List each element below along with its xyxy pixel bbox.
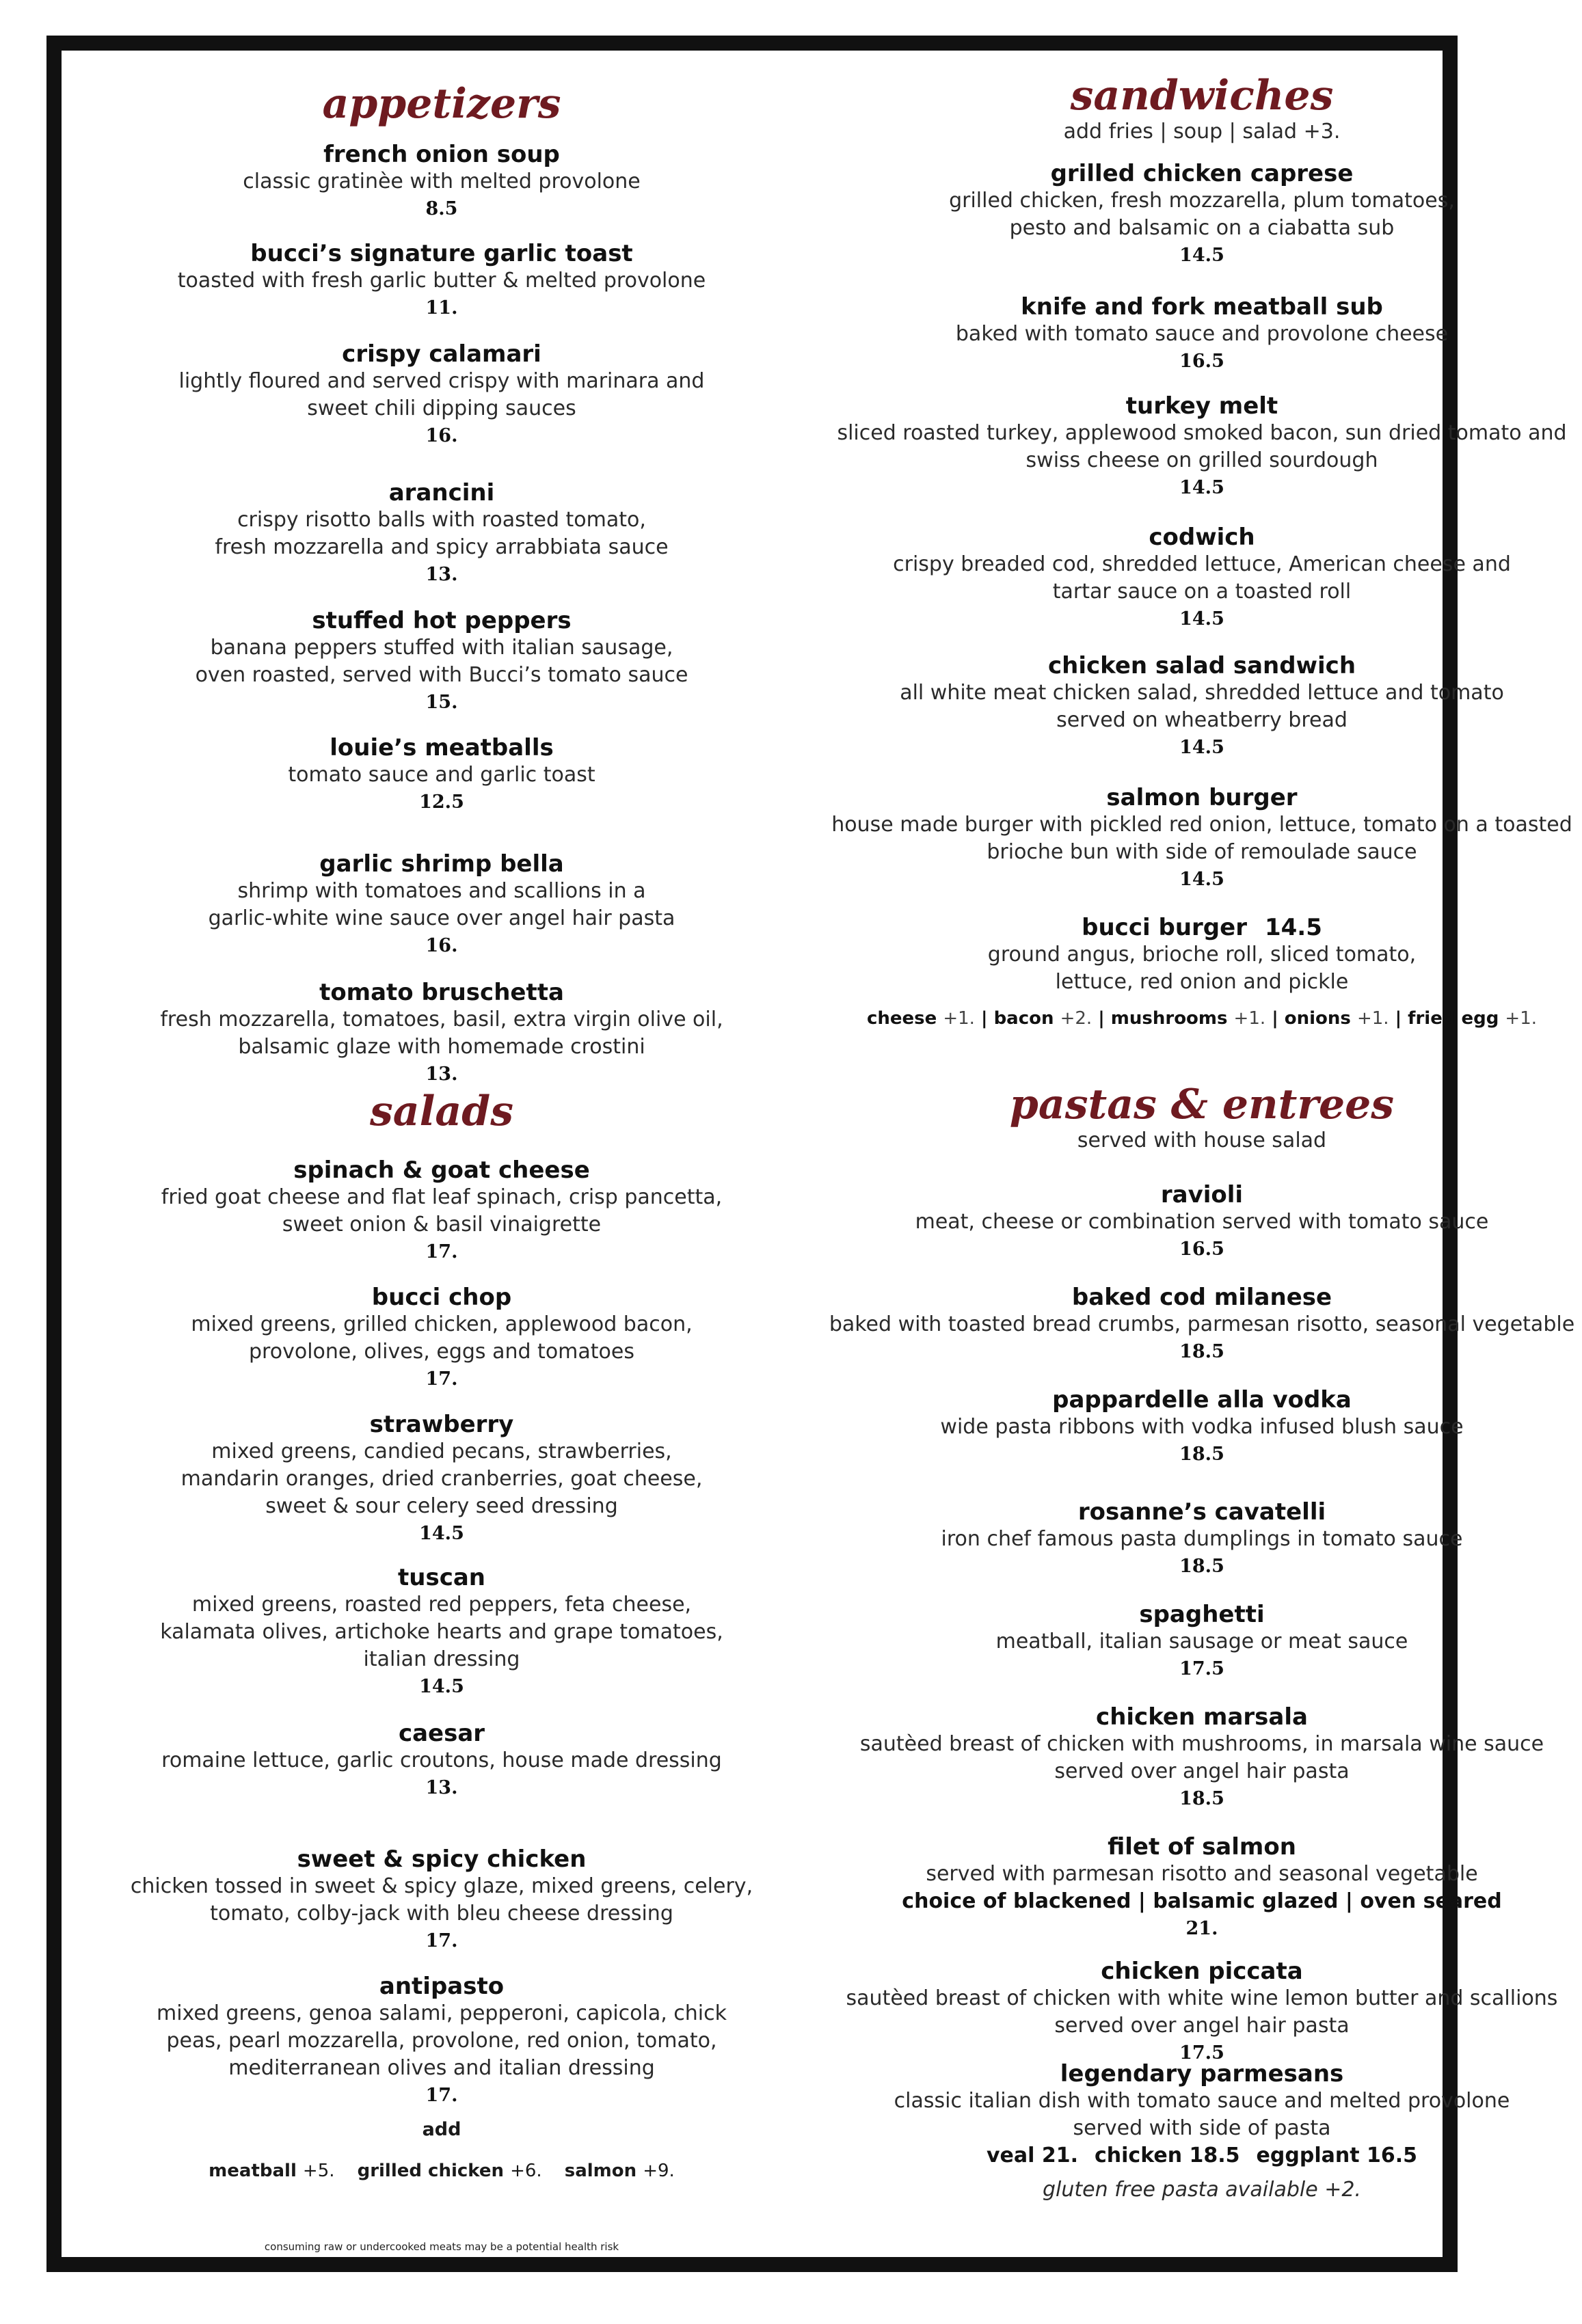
item-name: spinach & goat cheese (293, 1157, 590, 1184)
parmesan-name: veal (986, 2144, 1035, 2167)
menu-item (62, 979, 822, 1088)
item-description: shrimp with tomatoes and scallions in a (237, 879, 646, 903)
addon-price: +5. (302, 2161, 335, 2181)
item-description: italian dressing (363, 1647, 520, 1671)
item-name: strawberry (369, 1411, 514, 1438)
item-name: knife and fork meatball sub (1021, 293, 1383, 321)
option-price: +1. (1505, 1008, 1538, 1029)
item-price: 8.5 (425, 198, 458, 219)
option-name: onions (1284, 1008, 1351, 1029)
item-description: sweet onion & basil vinaigrette (282, 1213, 602, 1237)
addon-price: +6. (510, 2161, 542, 2181)
item-price: 15. (425, 692, 458, 713)
item-price: 17. (425, 1368, 458, 1390)
addon-price: +9. (643, 2161, 675, 2181)
item-price: 18.5 (1179, 1444, 1224, 1465)
item-price: 17. (425, 1930, 458, 1951)
item-name: antipasto (379, 1973, 505, 2000)
item-description: wide pasta ribbons with vodka infused blush sauce (940, 1415, 1464, 1439)
item-price: 17. (425, 1241, 458, 1262)
item-price: 13. (425, 1777, 458, 1798)
parmesan-price: 18.5 (1189, 2144, 1240, 2167)
item-description: tartar sauce on a toasted roll (1052, 580, 1352, 604)
item-name: rosanne’s cavatelli (1077, 1498, 1326, 1526)
item-price: 18.5 (1179, 1556, 1224, 1577)
item-description: meatball, italian sausage or meat sauce (995, 1630, 1408, 1653)
item-description: served on wheatberry bread (1056, 708, 1348, 732)
item-description: mixed greens, grilled chicken, applewood bacon, (191, 1312, 693, 1336)
item-description: brioche bun with side of remoulade sauce (987, 840, 1417, 864)
item-description: meat, cheese or combination served with tomato sauce (915, 1210, 1489, 1234)
item-description: lettuce, red onion and pickle (1055, 970, 1349, 994)
item-name: louie’s meatballs (330, 734, 554, 761)
menu-item (822, 1601, 1582, 1683)
item-name: legendary parmesans (1060, 2060, 1344, 2087)
item-description: banana peppers stuffed with italian sausage, (210, 636, 673, 660)
item-price: 16.5 (1179, 351, 1224, 372)
item-description: romaine lettuce, garlic croutons, house made dressing (161, 1748, 722, 1772)
item-name: spaghetti (1139, 1601, 1265, 1628)
item-description: classic gratinèe with melted provolone (243, 170, 641, 193)
item-price: 16. (425, 935, 458, 956)
item-description: tomato, colby-jack with bleu cheese dressing (210, 1902, 673, 1926)
menu-item (62, 1846, 822, 1955)
item-price: 11. (425, 297, 458, 319)
item-description: mixed greens, candied pecans, strawberries, (211, 1440, 672, 1463)
health-footnote: consuming raw or undercooked meats may be a potential health risk (264, 2241, 619, 2253)
item-description: sautèed breast of chicken with white wine lemon butter and scallions (846, 1986, 1558, 2010)
parmesan-price: 16.5 (1367, 2144, 1418, 2167)
item-price: 18.5 (1179, 1341, 1224, 1362)
menu-item (822, 1703, 1582, 1813)
menu-item (62, 1720, 822, 1802)
item-price: 17.5 (1179, 2042, 1224, 2064)
item-price: 14.5 (1179, 608, 1224, 630)
item-description: mandarin oranges, dried cranberries, goat cheese, (180, 1467, 703, 1491)
item-name: chicken marsala (1096, 1703, 1308, 1731)
item-description: lightly floured and served crispy with marinara and (178, 369, 705, 393)
item-description: crispy breaded cod, shredded lettuce, American cheese and (893, 552, 1511, 576)
item-description: mixed greens, genoa salami, pepperoni, capicola, chick (156, 2001, 727, 2025)
item-description: crispy risotto balls with roasted tomato, (237, 508, 646, 532)
item-name: baked cod milanese (1071, 1284, 1332, 1311)
item-name: chicken piccata (1101, 1958, 1303, 1985)
menu-item (822, 1958, 1582, 2067)
option-price: +2. (1060, 1008, 1092, 1029)
menu-item (62, 1157, 822, 1266)
item-name: tomato bruschetta (319, 979, 564, 1006)
item-description: toasted with fresh garlic butter & melted provolone (177, 269, 706, 293)
pastas-title: pastas & entrees (1009, 1081, 1395, 1129)
item-description: peas, pearl mozzarella, provolone, red onion, tomato, (166, 2029, 717, 2053)
menu-item (62, 850, 822, 960)
item-name: pappardelle alla vodka (1052, 1386, 1352, 1414)
item-description: mixed greens, roasted red peppers, feta cheese, (191, 1593, 692, 1617)
item-name: salmon burger (1106, 784, 1298, 811)
parmesan-options (822, 2142, 1582, 2170)
menu-item (822, 1833, 1582, 1943)
item-price: 14.5 (1179, 737, 1224, 758)
menu-item (822, 1498, 1582, 1580)
option-name: cheese (866, 1008, 937, 1029)
menu-item (62, 340, 822, 450)
menu-item (62, 1411, 822, 1548)
addons-line (62, 2157, 822, 2185)
item-description: sautèed breast of chicken with mushrooms, in marsala wine sauce (859, 1732, 1544, 1756)
menu-item (822, 160, 1582, 269)
item-name: codwich (1149, 524, 1255, 551)
menu-item (62, 1564, 822, 1701)
item-description: swiss cheese on grilled sourdough (1025, 448, 1378, 472)
item-description: sliced roasted turkey, applewood smoked bacon, sun dried tomato and (837, 421, 1567, 445)
item-name: grilled chicken caprese (1050, 160, 1354, 187)
menu-item (822, 2060, 1582, 2142)
menu-item (822, 784, 1582, 893)
item-price: 16.5 (1179, 1239, 1224, 1260)
item-description: garlic-white wine sauce over angel hair pasta (208, 906, 675, 930)
item-name: tuscan (398, 1564, 485, 1591)
item-price: 12.5 (419, 792, 464, 813)
menu-item (822, 392, 1582, 502)
item-description: baked with tomato sauce and provolone cheese (955, 322, 1449, 346)
item-name: stuffed hot peppers (312, 607, 572, 634)
addons-title: add (422, 2119, 461, 2140)
gluten-free-note: gluten free pasta available +2. (1043, 2178, 1361, 2202)
menu-item (62, 479, 822, 589)
menu-item (822, 524, 1582, 633)
item-description: all white meat chicken salad, shredded lettuce and tomato (900, 681, 1504, 705)
item-description: kalamata olives, artichoke hearts and grape tomatoes, (160, 1620, 723, 1644)
option-price: +1. (943, 1008, 975, 1029)
item-name: turkey melt (1125, 392, 1278, 420)
menu-item (62, 1284, 822, 1393)
menu-item (62, 734, 822, 816)
option-name: fried egg (1408, 1008, 1499, 1029)
item-price: 14.5 (419, 1523, 464, 1544)
item-name: sweet & spicy chicken (297, 1846, 587, 1873)
option-price: +1. (1233, 1008, 1266, 1029)
item-name: garlic shrimp bella (319, 850, 564, 878)
menu-frame (46, 36, 1575, 2272)
item-description: iron chef famous pasta dumplings in tomato sauce (941, 1527, 1463, 1551)
item-description: house made burger with pickled red onion, lettuce, tomato on a toasted (831, 813, 1572, 837)
addon-name: grilled chicken (357, 2161, 505, 2181)
item-price: 13. (425, 1064, 458, 1085)
item-price: 14.5 (1264, 914, 1322, 941)
item-description: balsamic glaze with homemade crostini (238, 1035, 645, 1059)
item-description: mediterranean olives and italian dressing (228, 2056, 655, 2080)
item-name: chicken salad sandwich (1047, 652, 1356, 679)
menu-item (822, 1181, 1582, 1263)
item-description: served over angel hair pasta (1054, 2014, 1350, 2038)
item-name: bucci’s signature garlic toast (250, 240, 633, 267)
item-description: pesto and balsamic on a ciabatta sub (1009, 216, 1395, 240)
item-price: 18.5 (1179, 1788, 1224, 1809)
item-price: 14.5 (1179, 245, 1224, 266)
item-price: 13. (425, 564, 458, 585)
option-name: mushrooms (1110, 1008, 1228, 1029)
item-name: ravioli (1160, 1181, 1244, 1208)
menu-item (62, 1973, 822, 2109)
item-description: fresh mozzarella and spicy arrabbiata sauce (215, 535, 669, 559)
item-price: 17. (425, 2085, 458, 2106)
item-price: 21. (1185, 1918, 1218, 1939)
menu-item (62, 141, 822, 223)
menu-item (62, 607, 822, 716)
item-name: bucci burger 14.5 (1082, 914, 1322, 941)
item-name: crispy calamari (342, 340, 541, 368)
option-price: +1. (1356, 1008, 1389, 1029)
parmesan-name: eggplant (1256, 2144, 1360, 2167)
parmesan-name: chicken (1095, 2144, 1183, 2167)
item-description: classic italian dish with tomato sauce and melted provolone (894, 2089, 1510, 2113)
item-name: caesar (398, 1720, 485, 1747)
item-name: filet of salmon (1108, 1833, 1296, 1861)
salads-title: salads (369, 1087, 514, 1135)
menu-item (822, 293, 1582, 375)
item-description: chicken tossed in sweet & spicy glaze, mixed greens, celery, (130, 1874, 753, 1898)
item-description: baked with toasted bread crumbs, parmesan risotto, seasonal vegetable (829, 1312, 1575, 1336)
item-description: oven roasted, served with Bucci’s tomato sauce (195, 663, 688, 687)
item-price: 14.5 (419, 1676, 464, 1697)
option-name: bacon (993, 1008, 1054, 1029)
item-description: provolone, olives, eggs and tomatoes (249, 1340, 634, 1364)
item-name: bucci chop (371, 1284, 512, 1311)
menu-item (62, 240, 822, 322)
item-description: served with side of pasta (1073, 2116, 1331, 2140)
menu-item (822, 652, 1582, 761)
pastas-subtitle: served with house salad (1077, 1129, 1327, 1152)
item-name: arancini (388, 479, 495, 506)
addon-name: salmon (564, 2161, 637, 2181)
item-price: 14.5 (1179, 477, 1224, 498)
item-description: fried goat cheese and flat leaf spinach, crisp pancetta, (161, 1185, 723, 1209)
item-price: 16. (425, 425, 458, 446)
item-price: 14.5 (1179, 869, 1224, 890)
item-description: served with parmesan risotto and seasonal vegetable (926, 1862, 1478, 1886)
appetizers-title: appetizers (322, 80, 561, 128)
item-description: fresh mozzarella, tomatoes, basil, extra virgin olive oil, (160, 1008, 723, 1031)
item-choice: choice of blackened | balsamic glazed | oven seared (902, 1889, 1502, 1913)
menu-item (822, 1284, 1582, 1366)
parmesan-price: 21. (1041, 2144, 1078, 2167)
item-description: grilled chicken, fresh mozzarella, plum tomatoes, (949, 189, 1455, 213)
burger-options: cheese +1. | bacon +2. | mushrooms +1. | onions +1. | fried egg +1. (866, 1008, 1538, 1029)
item-price: 17.5 (1179, 1658, 1224, 1679)
menu-item (822, 914, 1582, 996)
sandwiches-title: sandwiches (1070, 72, 1334, 120)
item-description: sweet & sour celery seed dressing (265, 1494, 618, 1518)
item-description: served over angel hair pasta (1054, 1759, 1350, 1783)
salad-addons (62, 2116, 822, 2185)
item-description: tomato sauce and garlic toast (288, 763, 595, 787)
sandwiches-subtitle: add fries | soup | salad +3. (1063, 120, 1341, 144)
item-description: ground angus, brioche roll, sliced tomato, (987, 943, 1417, 967)
item-name: french onion soup (323, 141, 560, 168)
menu-item (822, 1386, 1582, 1468)
item-description: sweet chili dipping sauces (307, 396, 576, 420)
addon-name: meatball (209, 2161, 297, 2181)
